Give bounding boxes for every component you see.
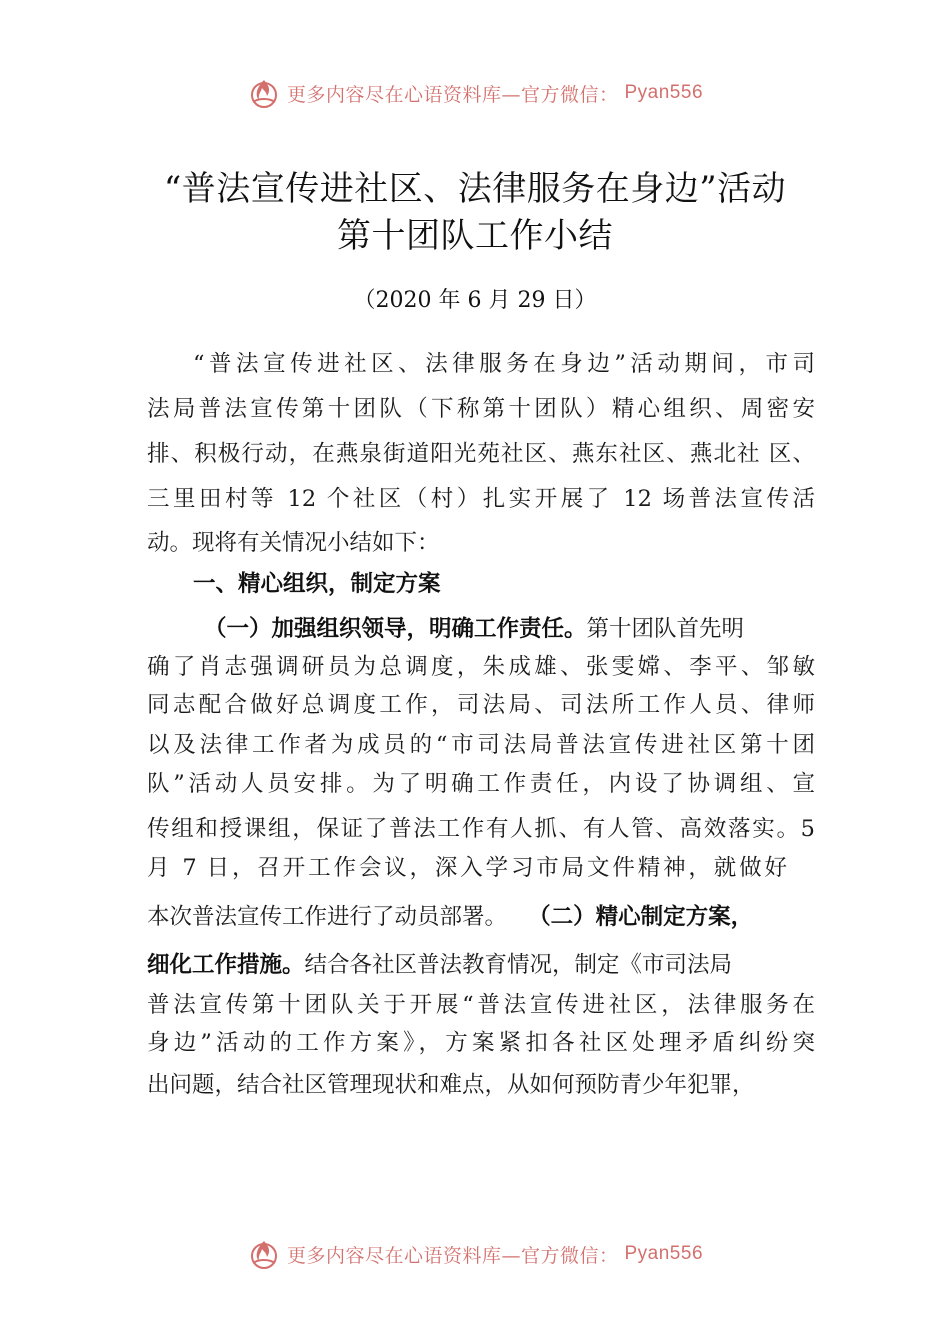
watermark-footer xyxy=(0,1237,950,1271)
watermark-text: 更多内容尽在心语资料库—官方微信： xyxy=(286,1244,619,1267)
paragraph-line: 身边”活动的工作方案》，方案紧扣各社区处理矛盾纠纷突 xyxy=(147,1030,815,1056)
paragraph-line: 月 7 日，召开工作会议，深入学习市局文件精神，就做好 xyxy=(147,855,787,881)
paragraph-line: 普法宣传第十团队关于开展“普法宣传进社区，法律服务在 xyxy=(147,992,815,1018)
paragraph-line: 排、积极行动，在燕泉街道阳光苑社区、燕东社区、燕北社 区、 xyxy=(147,441,815,467)
paragraph-line: 队”活动人员安排。为了明确工作责任，内设了协调组、宣 xyxy=(147,771,815,797)
paragraph-line: 动。现将有关情况小结如下： xyxy=(147,530,440,556)
report-date: （2020 年 6 月 29 日） xyxy=(353,288,597,313)
paragraph-line: 出问题，结合社区管理现状和难点，从如何预防青少年犯罪， xyxy=(147,1072,755,1098)
paragraph-line: 同志配合做好总调度工作，司法局、司法所工作人员、律师 xyxy=(147,692,815,718)
paragraph-line: 三里田村等 12 个社区（村）扎实开展了 12 场普法宣传活 xyxy=(147,486,815,512)
section-heading: 一、精心组织，制定方案 xyxy=(193,571,441,597)
watermark-text: 更多内容尽在心语资料库—官方微信： xyxy=(286,83,619,106)
paragraph-text: 本次普法宣传工作进行了动员部署。 xyxy=(147,904,508,930)
paragraph-line: 确了肖志强调研员为总调度，朱成雄、张雯嫦、李平、邹敏 xyxy=(147,654,815,680)
paragraph-text: 第十团队首先明 xyxy=(586,616,745,642)
paragraph-text: 结合各社区普法教育情况，制定《市司法局 xyxy=(304,952,733,978)
subsection-heading-1: （一）加强组织领导，明确工作责任。 xyxy=(204,616,587,642)
page-title-line2: 第十团队工作小结 xyxy=(337,216,613,256)
paragraph-line: 法局普法宣传第十团队（下称第十团队）精心组织、周密安 xyxy=(147,396,815,422)
subsection-heading-2: （二）精心制定方案， xyxy=(528,904,754,930)
page-title-line1: “普法宣传进社区、法律服务在身边”活动 xyxy=(163,169,787,209)
subsection-line xyxy=(147,950,732,980)
paragraph-line: 以及法律工作者为成员的“市司法局普法宣传进社区第十团 xyxy=(147,732,815,758)
fire-logo-icon xyxy=(247,1237,281,1271)
subsection-heading-2-cont: 细化工作措施。 xyxy=(147,952,305,978)
watermark-header xyxy=(0,76,950,110)
fire-logo-icon xyxy=(247,76,281,110)
watermark-handle: Pyan556 xyxy=(624,1243,704,1264)
paragraph-line: “普法宣传进社区、法律服务在身边”活动期间，市司 xyxy=(193,351,815,377)
subsection-line xyxy=(204,614,744,644)
watermark-handle: Pyan556 xyxy=(624,82,704,103)
paragraph-line: 传组和授课组，保证了普法工作有人抓、有人管、高效落实。5 xyxy=(147,816,815,842)
subsection-line xyxy=(147,902,753,932)
